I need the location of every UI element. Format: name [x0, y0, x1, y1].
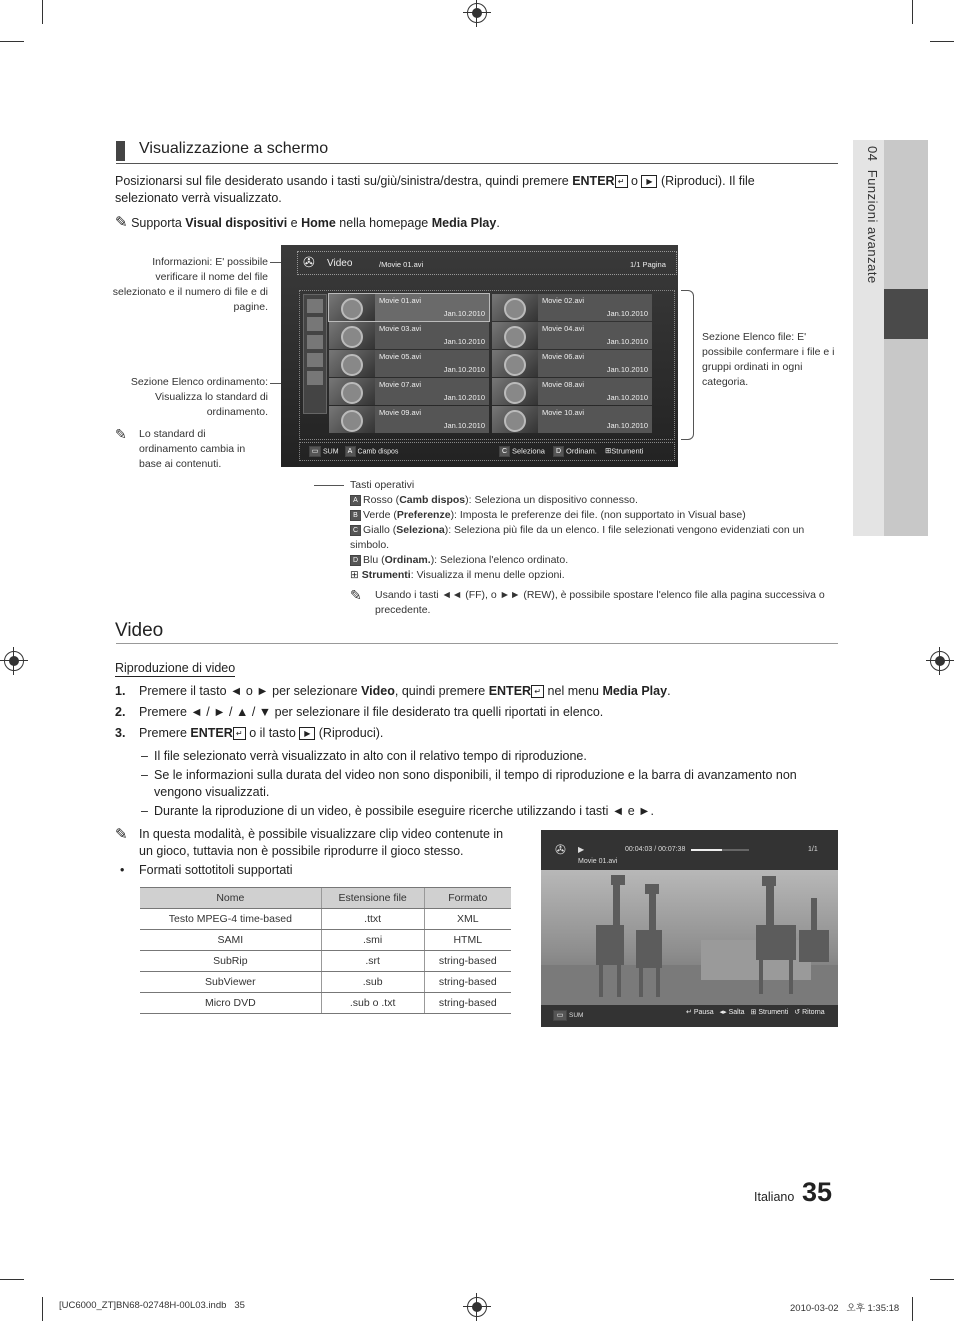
crop-mark — [930, 41, 954, 42]
subtitle-table — [140, 887, 511, 1014]
table-cell: .sub o .txt — [321, 993, 424, 1014]
sort-panel — [303, 294, 327, 414]
play-icon: ▶ — [578, 845, 585, 854]
table-cell: Micro DVD — [140, 993, 321, 1014]
callout-sort: Sezione Elenco ordinamento: Visualizza lo standard di ordinamento. — [130, 376, 268, 418]
giraffe-photo — [541, 870, 838, 1005]
tv-bottom-right: C Seleziona D Ordinam. ⊞Strumenti — [499, 446, 643, 457]
progress-fill — [691, 849, 722, 851]
footer-lang: Italiano — [754, 1190, 795, 1204]
table-cell: Testo MPEG-4 time-based — [140, 909, 321, 930]
footer-date: 2010-03-02 오후 1:35:18 — [790, 1303, 900, 1314]
sort-calendar-icon — [307, 335, 323, 349]
table-row — [140, 930, 511, 951]
sort-person-icon — [307, 317, 323, 331]
table-cell: string-based — [424, 972, 511, 993]
callout-filelist: Sezione Elenco file: E' possibile confermare i file e i gruppi ordinati in ogni categoria. — [702, 331, 835, 388]
giraffe-photo-art — [541, 870, 838, 1005]
column-header: Estensione file — [321, 888, 424, 909]
bullet-text: Formati sottotitoli supportati — [139, 863, 293, 877]
note-pencil-icon: ✎ — [115, 426, 127, 442]
registration-mark — [930, 651, 950, 671]
step-2: 2. Premere ◄ / ► / ▲ / ▼ per selezionare il file desiderato tra quelli riportati in elenco. — [115, 705, 604, 719]
registration-mark — [467, 1297, 487, 1317]
key-red: A Rosso (Camb dispos): Seleziona un dispositivo connesso. — [350, 493, 820, 508]
crop-mark — [42, 1297, 43, 1321]
keys-note: Usando i tasti ◄◄ (FF), o ►► (REW), è possibile spostare l'elenco file alla pagina successiva o precedente. — [375, 589, 825, 616]
key-yellow: C Giallo (Seleziona): Seleziona più file da un elenco. I file selezionati vengono evidenziati con un simbolo. — [350, 524, 805, 551]
file-date: Jan.10.2010 — [443, 365, 485, 374]
sort-star-icon — [307, 371, 323, 385]
key-blue: D Blu (Ordinam.): Seleziona l'elenco ordinato. — [350, 553, 820, 568]
tv-page: 1/1 Pagina — [630, 260, 666, 269]
video-subheading: Riproduzione di video — [115, 661, 236, 675]
file-date: Jan.10.2010 — [606, 309, 648, 318]
dash-3: – Durante la riproduzione di un video, è possibile eseguire ricerche utilizzando i tasti ◄ e ►. — [141, 804, 655, 818]
file-date: Jan.10.2010 — [443, 309, 485, 318]
crop-mark — [0, 41, 24, 42]
film-icon: ✇ — [303, 254, 315, 270]
side-tab-label: 04 Funzioni avanzate — [865, 146, 880, 284]
sort-list-icon — [307, 353, 323, 367]
player-count: 1/1 — [808, 846, 818, 853]
note-pencil-icon: ✎ — [115, 826, 128, 843]
crop-mark — [912, 1297, 913, 1321]
table-row — [140, 951, 511, 972]
table-cell: SubRip — [140, 951, 321, 972]
return-icon: ↺ — [794, 1009, 801, 1016]
crop-mark — [42, 0, 43, 24]
table-cell: .ttxt — [321, 909, 424, 930]
file-name: Movie 05.avi — [379, 352, 422, 361]
tv-bottom-left: ▭ SUM A Camb dispos — [309, 446, 398, 457]
file-name: Movie 10.avi — [542, 408, 585, 417]
file-name: Movie 08.avi — [542, 380, 585, 389]
keys-title: Tasti operativi — [350, 479, 415, 491]
list-item[interactable] — [329, 294, 489, 321]
crop-mark — [912, 0, 913, 24]
sort-folder-icon — [307, 299, 323, 313]
side-tab-marker — [884, 289, 928, 339]
list-item[interactable] — [492, 350, 652, 377]
player-time: 00:04:03 / 00:07:38 — [625, 846, 686, 853]
tv-screen — [281, 245, 678, 467]
dash-2: – Se le informazioni sulla durata del video non sono disponibili, il tempo di riproduzione e la barra di avanzamento non vengono visualizzati. — [141, 768, 797, 799]
tv-header — [297, 251, 677, 275]
table-cell: .srt — [321, 951, 424, 972]
video-thumbnail — [329, 350, 375, 377]
list-item[interactable] — [492, 406, 652, 433]
skip-icon: ◂▸ — [719, 1009, 727, 1016]
video-thumbnail — [492, 406, 538, 433]
film-reel-icon — [504, 298, 526, 320]
film-reel-icon — [341, 382, 363, 404]
note-pencil-icon: ✎ — [115, 214, 128, 231]
film-reel-icon — [504, 382, 526, 404]
list-item[interactable] — [329, 322, 489, 349]
list-item[interactable] — [329, 378, 489, 405]
video-thumbnail — [492, 294, 538, 321]
file-name: Movie 09.avi — [379, 408, 422, 417]
film-reel-icon — [341, 298, 363, 320]
file-date: Jan.10.2010 — [443, 393, 485, 402]
dash-1: – Il file selezionato verrà visualizzato in alto con il relativo tempo di riproduzione. — [141, 749, 587, 763]
table-cell: string-based — [424, 951, 511, 972]
crop-mark — [0, 1279, 24, 1280]
bullet: • — [120, 863, 125, 877]
list-item[interactable] — [492, 322, 652, 349]
step-3: 3. Premere ENTER ↵ o il tasto ▶ (Riproduci). — [115, 726, 384, 740]
key-green: B Verde (Preferenze): Imposta le preferenze dei file. (non supportato in Visual base) — [350, 508, 820, 523]
tools-icon: ⊞ — [604, 446, 612, 456]
list-item[interactable] — [492, 294, 652, 321]
video-thumbnail — [329, 322, 375, 349]
video-thumbnail — [492, 378, 538, 405]
list-item[interactable] — [329, 406, 489, 433]
player-file: Movie 01.avi — [578, 858, 618, 865]
heading-rule — [116, 163, 838, 164]
table-cell: SubViewer — [140, 972, 321, 993]
film-icon: ✇ — [555, 842, 566, 857]
tv-path: /Movie 01.avi — [379, 260, 424, 269]
table-cell: HTML — [424, 930, 511, 951]
section-title: Visualizzazione a schermo — [139, 140, 329, 157]
file-date: Jan.10.2010 — [606, 337, 648, 346]
registration-mark — [4, 651, 24, 671]
table-header — [140, 888, 511, 909]
footer-file: [UC6000_ZT]BN68-02748H-00L03.indb 35 — [59, 1300, 245, 1311]
callout-sort-note: Lo standard di ordinamento cambia in base ai contenuti. — [139, 428, 246, 470]
table-cell: .smi — [321, 930, 424, 951]
tv-category: Video — [327, 258, 353, 269]
intro-text: Posizionarsi sul file desiderato usando i tasti su/giù/sinistra/destra, quindi premere ENTER ↵ o ▶ (Riproduci). Il file selezionato verrà visualizzato. — [115, 174, 755, 205]
table-row — [140, 993, 511, 1014]
tools-icon: ⊞ — [750, 1009, 757, 1016]
note-pencil-icon: ✎ — [350, 587, 362, 603]
file-name: Movie 03.avi — [379, 324, 422, 333]
file-name: Movie 07.avi — [379, 380, 422, 389]
file-name: Movie 06.avi — [542, 352, 585, 361]
callout-bracket — [681, 290, 694, 440]
file-date: Jan.10.2010 — [606, 393, 648, 402]
film-reel-icon — [341, 410, 363, 432]
callout-line — [314, 485, 344, 486]
player-controls: ↵ Pausa ◂▸ Salta ⊞ Strumenti ↺ Ritorna — [686, 1009, 825, 1016]
table-cell: XML — [424, 909, 511, 930]
file-name: Movie 04.avi — [542, 324, 585, 333]
key-tools: ⊞ Strumenti: Visualizza il menu delle opzioni. — [350, 569, 565, 581]
progress-track — [691, 849, 749, 851]
video-thumbnail — [329, 406, 375, 433]
video-rule — [116, 643, 838, 644]
film-reel-icon — [341, 326, 363, 348]
file-date: Jan.10.2010 — [443, 421, 485, 430]
file-name: Movie 02.avi — [542, 296, 585, 305]
registration-mark — [467, 3, 487, 23]
video-thumbnail — [329, 294, 375, 321]
column-header: Formato — [424, 888, 511, 909]
film-reel-icon — [504, 410, 526, 432]
enter-icon: ↵ — [686, 1009, 692, 1016]
player-screen — [541, 830, 838, 1027]
video-thumbnail — [492, 322, 538, 349]
table-row — [140, 909, 511, 930]
video-note: In questa modalità, è possibile visualizzare clip video contenute in un gioco, tuttavia non è possibile riprodurre il gioco stesso. — [139, 827, 504, 858]
video-heading: Video — [115, 620, 164, 641]
keys-block — [350, 478, 820, 583]
column-header: Nome — [140, 888, 321, 909]
video-thumbnail — [329, 378, 375, 405]
table-row — [140, 972, 511, 993]
crop-mark — [930, 1279, 954, 1280]
step-1: 1. Premere il tasto ◄ o ► per selezionare Video, quindi premere ENTER ↵ nel menu Media Play. — [115, 684, 671, 698]
callout-info: Informazioni: E' possibile verificare il nome del file selezionato e il numero di file e di pagine. — [112, 256, 268, 313]
heading-bar — [116, 141, 125, 161]
file-date: Jan.10.2010 — [443, 337, 485, 346]
table-cell: SAMI — [140, 930, 321, 951]
file-date: Jan.10.2010 — [606, 421, 648, 430]
film-reel-icon — [504, 354, 526, 376]
table-cell: string-based — [424, 993, 511, 1014]
list-item[interactable] — [492, 378, 652, 405]
list-item[interactable] — [329, 350, 489, 377]
table-body — [140, 909, 511, 1014]
player-sum: ▭ SUM — [553, 1010, 583, 1021]
film-reel-icon — [341, 354, 363, 376]
file-name: Movie 01.avi — [379, 296, 422, 305]
page-number: 35 — [802, 1177, 833, 1207]
film-reel-icon — [504, 326, 526, 348]
video-thumbnail — [492, 350, 538, 377]
file-date: Jan.10.2010 — [606, 365, 648, 374]
tools-icon: ⊞ — [350, 569, 362, 581]
video-steps — [115, 683, 835, 820]
note-line: ✎ Supporta Visual dispositivi e Home nella homepage Media Play. — [115, 214, 500, 231]
table-cell: .sub — [321, 972, 424, 993]
